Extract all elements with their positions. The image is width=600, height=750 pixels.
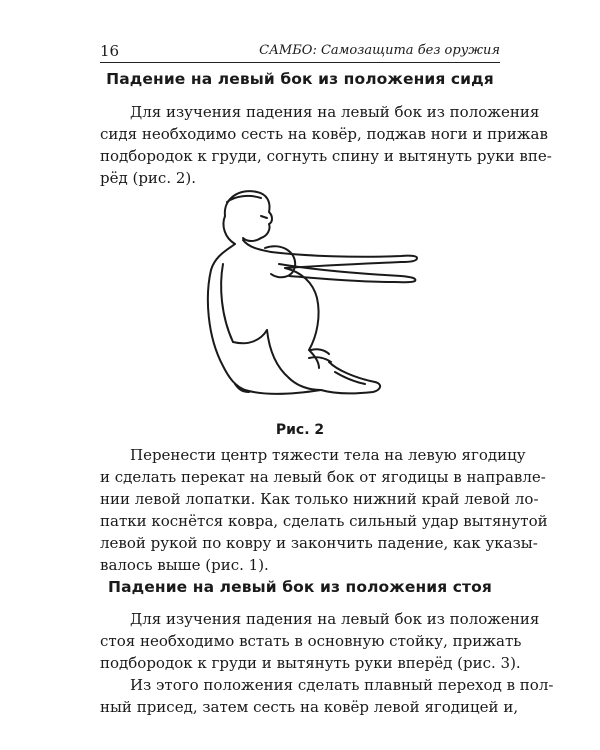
text-line: Для изучения падения на левый бок из положения (130, 610, 540, 628)
text-line: ный присед, затем сесть на ковёр левой ягодицей и, (100, 698, 519, 716)
text-line: рёд (рис. 2). (100, 169, 197, 187)
text-line: подбородок к груди и вытянуть руки вперёд (рис. 3). (100, 654, 521, 672)
figure-seated-man-illustration (205, 186, 445, 406)
text-line: подбородок к груди, согнуть спину и вытянуть руки впе- (100, 147, 552, 165)
page-number: 16 (100, 42, 120, 60)
section-heading-sitting: Падение на левый бок из положения сидя (106, 70, 494, 88)
running-title: САМБО: Самозащита без оружия (259, 43, 500, 58)
text-line: левой рукой по ковру и закончить падение, как указы- (100, 534, 538, 552)
text-line: патки коснётся ковра, сделать сильный удар вытянутой (100, 512, 548, 530)
text-line: Из этого положения сделать плавный переход в пол- (130, 676, 554, 694)
text-line: валось выше (рис. 1). (100, 556, 269, 574)
paragraph-sitting-intro (100, 101, 552, 189)
section-heading-standing: Падение на левый бок из положения стоя (108, 578, 492, 596)
running-header (100, 40, 500, 63)
paragraph-standing-technique (100, 674, 554, 718)
text-line: сидя необходимо сесть на ковёр, поджав ноги и прижав (100, 125, 548, 143)
paragraph-standing-intro (100, 608, 540, 674)
figure-caption: Рис. 2 (275, 422, 325, 438)
text-line: Для изучения падения на левый бок из положения (130, 103, 540, 121)
text-line: нии левой лопатки. Как только нижний край левой ло- (100, 490, 539, 508)
text-line: стоя необходимо встать в основную стойку, прижать (100, 632, 522, 650)
text-line: и сделать перекат на левый бок от ягодицы в направле- (100, 468, 546, 486)
paragraph-sitting-technique (100, 444, 548, 576)
text-line: Перенести центр тяжести тела на левую ягодицу (130, 446, 526, 464)
